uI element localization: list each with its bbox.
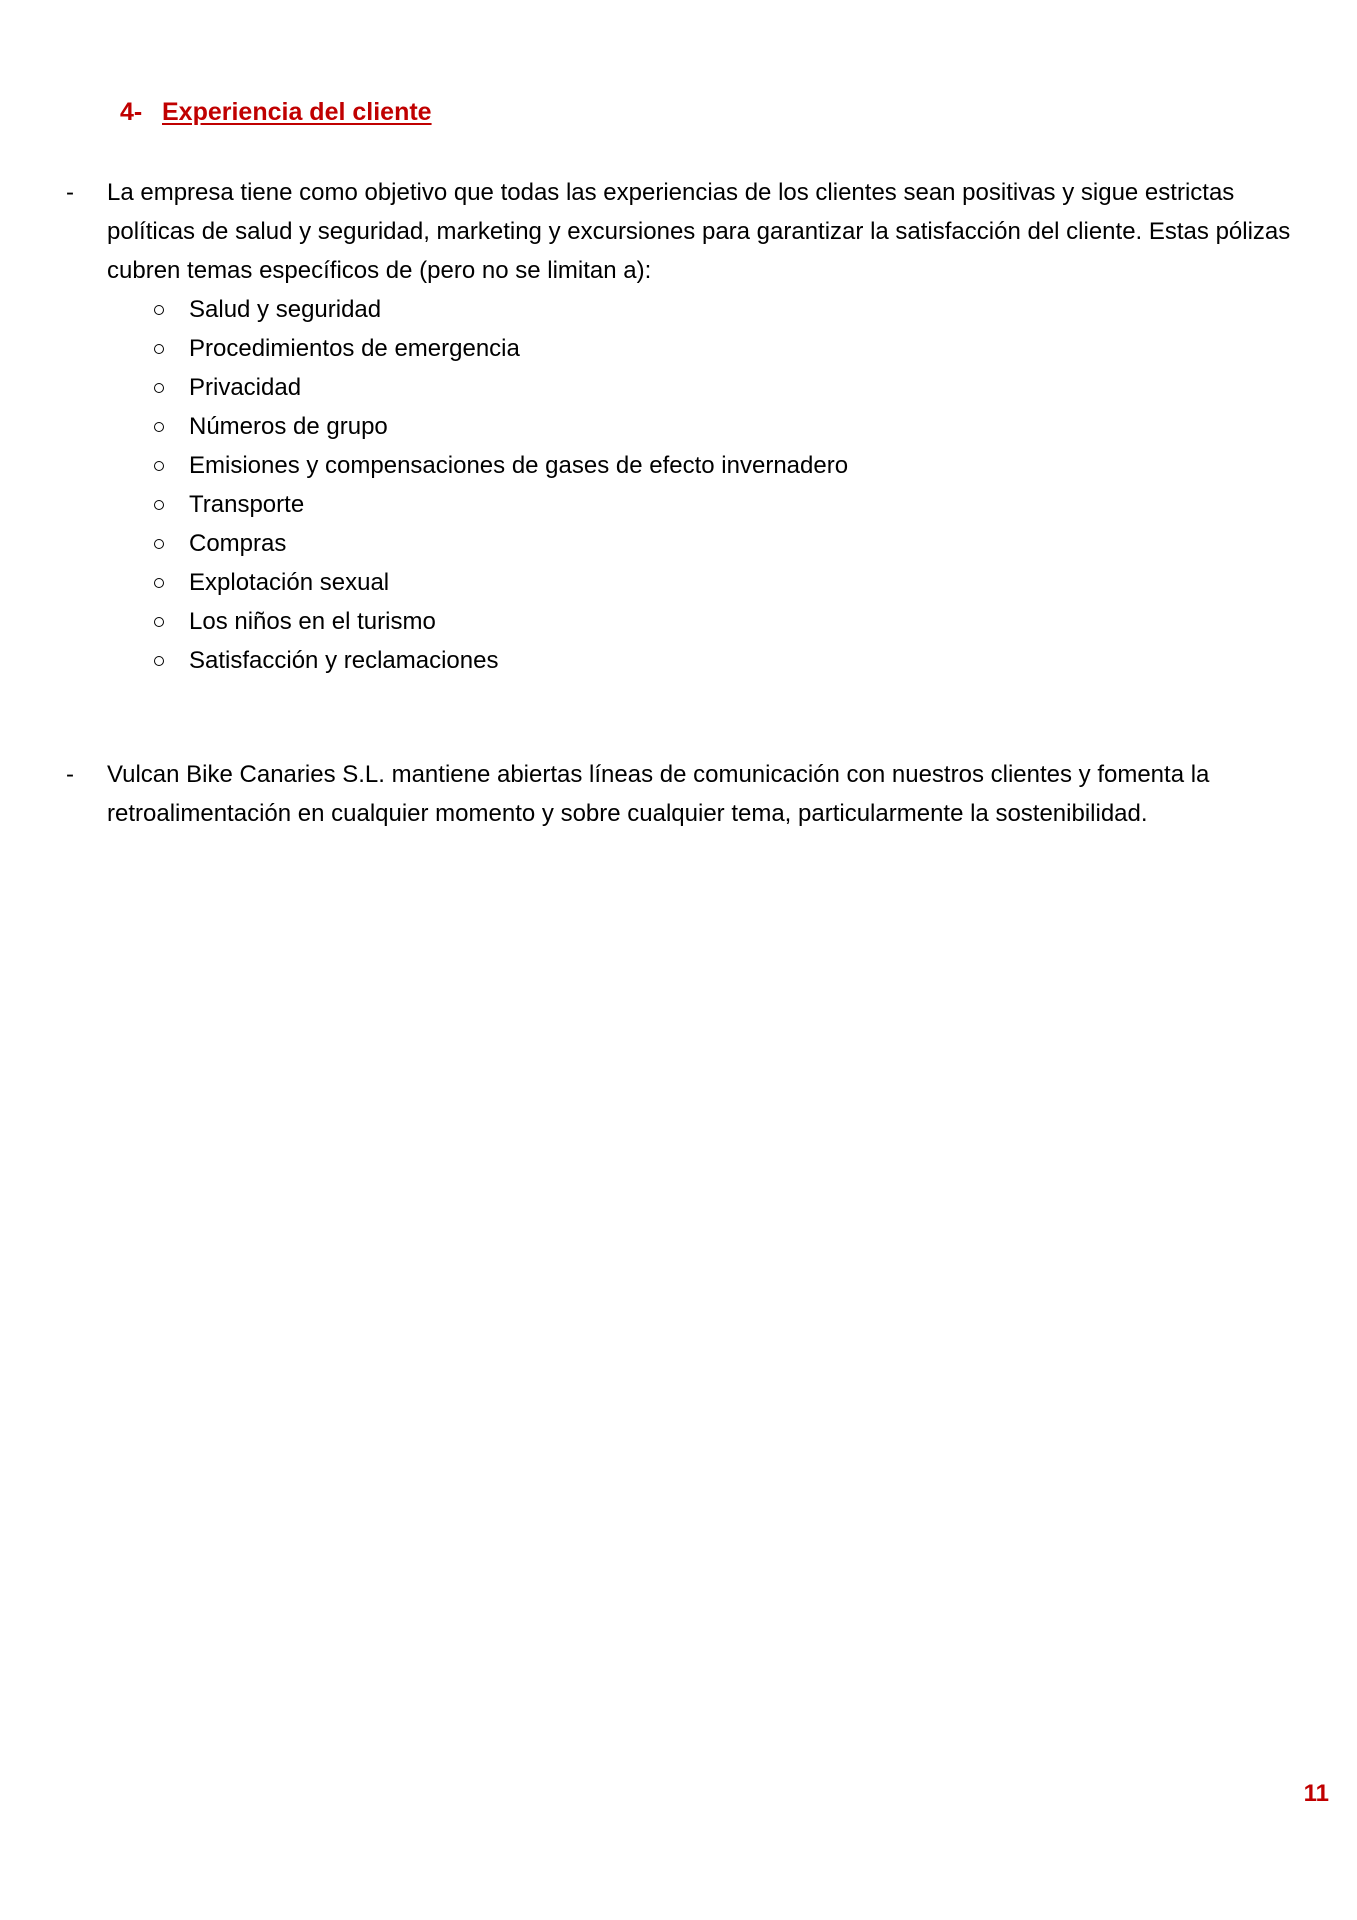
circle-bullet-icon — [154, 383, 164, 393]
sub-item-text: Emisiones y compensaciones de gases de efecto invernadero — [189, 452, 849, 479]
sub-item-text: Números de grupo — [189, 413, 388, 440]
bullet-text: La empresa tiene como objetivo que todas las experiencias de los clientes sean positivas y sigue estrictas políticas de salud y seguridad, marketing y excursiones para garantizar la satisfacción del cliente. Estas pólizas cubren temas específicos de (pero no se limitan a): — [107, 179, 1291, 284]
sub-list-item — [107, 563, 1296, 602]
bullet-marker: - — [66, 179, 74, 206]
sub-item-text: Procedimientos de emergencia — [189, 335, 520, 362]
sub-list-item — [107, 485, 1296, 524]
circle-bullet-icon — [154, 617, 164, 627]
circle-bullet-icon — [154, 461, 164, 471]
circle-bullet-icon — [154, 344, 164, 354]
sub-item-text: Transporte — [189, 491, 305, 518]
sub-list-item — [107, 524, 1296, 563]
bullet-item — [66, 755, 1296, 833]
bullet-marker: - — [66, 761, 74, 788]
sub-list-item — [107, 446, 1296, 485]
page-number: 11 — [1303, 1780, 1329, 1807]
sub-item-text: Privacidad — [189, 374, 302, 401]
circle-bullet-icon — [154, 500, 164, 510]
circle-bullet-icon — [154, 578, 164, 588]
sub-item-text: Satisfacción y reclamaciones — [189, 647, 499, 674]
sub-list-item — [107, 641, 1296, 680]
sub-item-text: Los niños en el turismo — [189, 608, 436, 635]
sub-list-item — [107, 407, 1296, 446]
section-number: 4- — [120, 98, 143, 126]
sub-list-item — [107, 368, 1296, 407]
bullet-item — [66, 173, 1296, 680]
circle-bullet-icon — [154, 422, 164, 432]
section-heading — [120, 98, 432, 127]
circle-bullet-icon — [154, 305, 164, 315]
sub-list-item — [107, 329, 1296, 368]
circle-bullet-icon — [154, 656, 164, 666]
sub-item-text: Explotación sexual — [189, 569, 390, 596]
section-title: Experiencia del cliente — [162, 98, 432, 126]
sub-list-item — [107, 602, 1296, 641]
bullet-text: Vulcan Bike Canaries S.L. mantiene abiertas líneas de comunicación con nuestros clientes y fomenta la retroalimentación en cualquier momento y sobre cualquier tema, particularmente la sostenibilidad. — [107, 761, 1210, 827]
sub-item-text: Compras — [189, 530, 287, 557]
circle-bullet-icon — [154, 539, 164, 549]
sub-list — [107, 290, 1296, 680]
sub-item-text: Salud y seguridad — [189, 296, 382, 323]
sub-list-item — [107, 290, 1296, 329]
